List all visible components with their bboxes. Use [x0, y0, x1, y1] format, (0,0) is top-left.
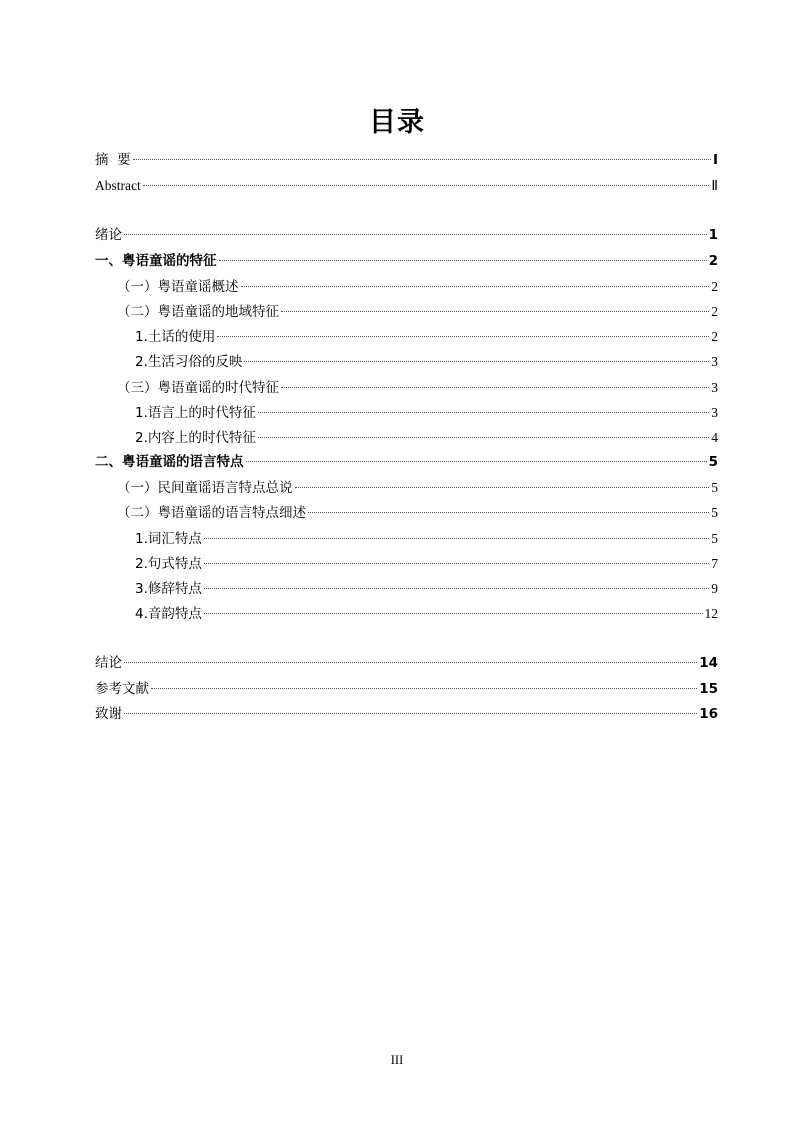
toc-entry-label: （二）粤语童谣的地域特征	[117, 303, 279, 320]
toc-entry-page: 5	[711, 530, 718, 546]
toc-entry-page: 16	[699, 705, 718, 722]
toc-entry-page: 1	[708, 227, 718, 244]
toc-entry-label: 摘 要	[95, 152, 131, 168]
toc-entry-abstract-cn[interactable]	[95, 148, 718, 173]
toc-entry-subsection-2-2-3[interactable]	[95, 576, 718, 601]
toc-entry-acknowledgements[interactable]	[95, 702, 718, 727]
toc-entry-page: 3	[711, 354, 718, 370]
toc-entry-label: 绪论	[95, 227, 122, 244]
toc-entry-label: 结论	[95, 655, 122, 672]
toc-entry-label: Abstract	[95, 178, 141, 194]
toc-entry-introduction[interactable]	[95, 223, 718, 248]
toc-entry-page: 5	[711, 505, 718, 521]
toc-entry-subsection-2-2-1[interactable]	[95, 526, 718, 551]
toc-entry-subsection-1-3-1[interactable]	[95, 400, 718, 425]
toc-entry-section-1-3[interactable]	[95, 375, 718, 400]
toc-entry-label: 致谢	[95, 705, 122, 722]
dot-leader	[143, 185, 710, 186]
page-number-footer: III	[390, 1053, 404, 1067]
toc-entry-section-2-1[interactable]	[95, 475, 718, 500]
dot-leader	[124, 234, 707, 235]
toc-entry-page: Ⅱ	[711, 178, 718, 194]
toc-entry-section-1-1[interactable]	[95, 274, 718, 299]
page-title: 目录	[369, 107, 425, 138]
toc-entry-label: 参考文献	[95, 680, 149, 697]
toc-entry-label: 2.内容上的时代特征	[135, 429, 256, 446]
dot-leader	[281, 387, 709, 388]
toc-entry-label: 2.句式特点	[135, 555, 202, 572]
toc-entry-label: 4.音韵特点	[135, 606, 202, 623]
dot-leader	[246, 461, 707, 462]
dot-leader	[219, 260, 707, 261]
toc-entry-label: 3.修辞特点	[135, 581, 202, 597]
dot-leader	[204, 588, 709, 589]
toc-entry-page: 5	[708, 454, 718, 471]
table-of-contents	[95, 148, 718, 727]
toc-entry-page: I	[712, 152, 718, 168]
toc-entry-subsection-1-2-1[interactable]	[95, 324, 718, 349]
dot-leader	[124, 662, 697, 663]
toc-entry-references[interactable]	[95, 677, 718, 702]
toc-entry-page: 14	[699, 655, 718, 672]
toc-entry-label: （二）粤语童谣的语言特点细述	[117, 505, 306, 522]
dot-leader	[204, 613, 703, 614]
dot-leader	[217, 336, 709, 337]
toc-entry-page: 9	[711, 581, 718, 596]
toc-entry-subsection-2-2-4[interactable]	[95, 601, 718, 626]
toc-entry-page: 2	[711, 278, 718, 294]
toc-entry-section-1-2[interactable]	[95, 299, 718, 324]
toc-entry-label: 一、粤语童谣的特征	[95, 252, 217, 269]
dot-leader	[258, 437, 709, 438]
toc-entry-page: 5	[711, 480, 718, 496]
toc-entry-page: 2	[711, 329, 718, 345]
toc-entry-page: 12	[704, 606, 718, 622]
dot-leader	[281, 311, 709, 312]
toc-entry-abstract-en[interactable]	[95, 173, 718, 198]
toc-entry-label: 2.生活习俗的反映	[135, 354, 243, 371]
dot-leader	[258, 412, 709, 413]
toc-entry-label: （一）粤语童谣概述	[117, 278, 239, 295]
toc-entry-subsection-1-3-2[interactable]	[95, 425, 718, 450]
toc-entry-label: （三）粤语童谣的时代特征	[117, 379, 279, 396]
toc-entry-label: 1.语言上的时代特征	[135, 404, 256, 421]
toc-entry-section-2-2[interactable]	[95, 500, 718, 525]
toc-entry-subsection-2-2-2[interactable]	[95, 551, 718, 576]
dot-leader	[151, 688, 697, 689]
toc-entry-subsection-1-2-2[interactable]	[95, 349, 718, 374]
toc-entry-page: 2	[708, 252, 718, 269]
dot-leader	[204, 538, 709, 539]
toc-entry-page: 4	[711, 429, 718, 445]
toc-entry-page: 3	[711, 379, 718, 395]
dot-leader	[241, 286, 710, 287]
toc-entry-label: 二、粤语童谣的语言特点	[95, 454, 244, 471]
toc-entry-label: 1.土话的使用	[135, 329, 216, 346]
dot-leader	[244, 361, 709, 362]
dot-leader	[295, 487, 710, 488]
toc-entry-page: 2	[711, 303, 718, 319]
toc-entry-conclusion[interactable]	[95, 651, 718, 676]
dot-leader	[124, 713, 697, 714]
toc-entry-page: 7	[711, 555, 718, 571]
dot-leader	[133, 159, 711, 160]
toc-entry-page: 3	[711, 404, 718, 420]
toc-entry-label: 1.词汇特点	[135, 530, 202, 547]
toc-entry-chapter-1[interactable]	[95, 249, 718, 274]
toc-entry-chapter-2[interactable]	[95, 450, 718, 475]
toc-entry-label: （一）民间童谣语言特点总说	[117, 480, 293, 497]
dot-leader	[308, 512, 709, 513]
dot-leader	[204, 563, 709, 564]
toc-entry-page: 15	[699, 680, 718, 697]
